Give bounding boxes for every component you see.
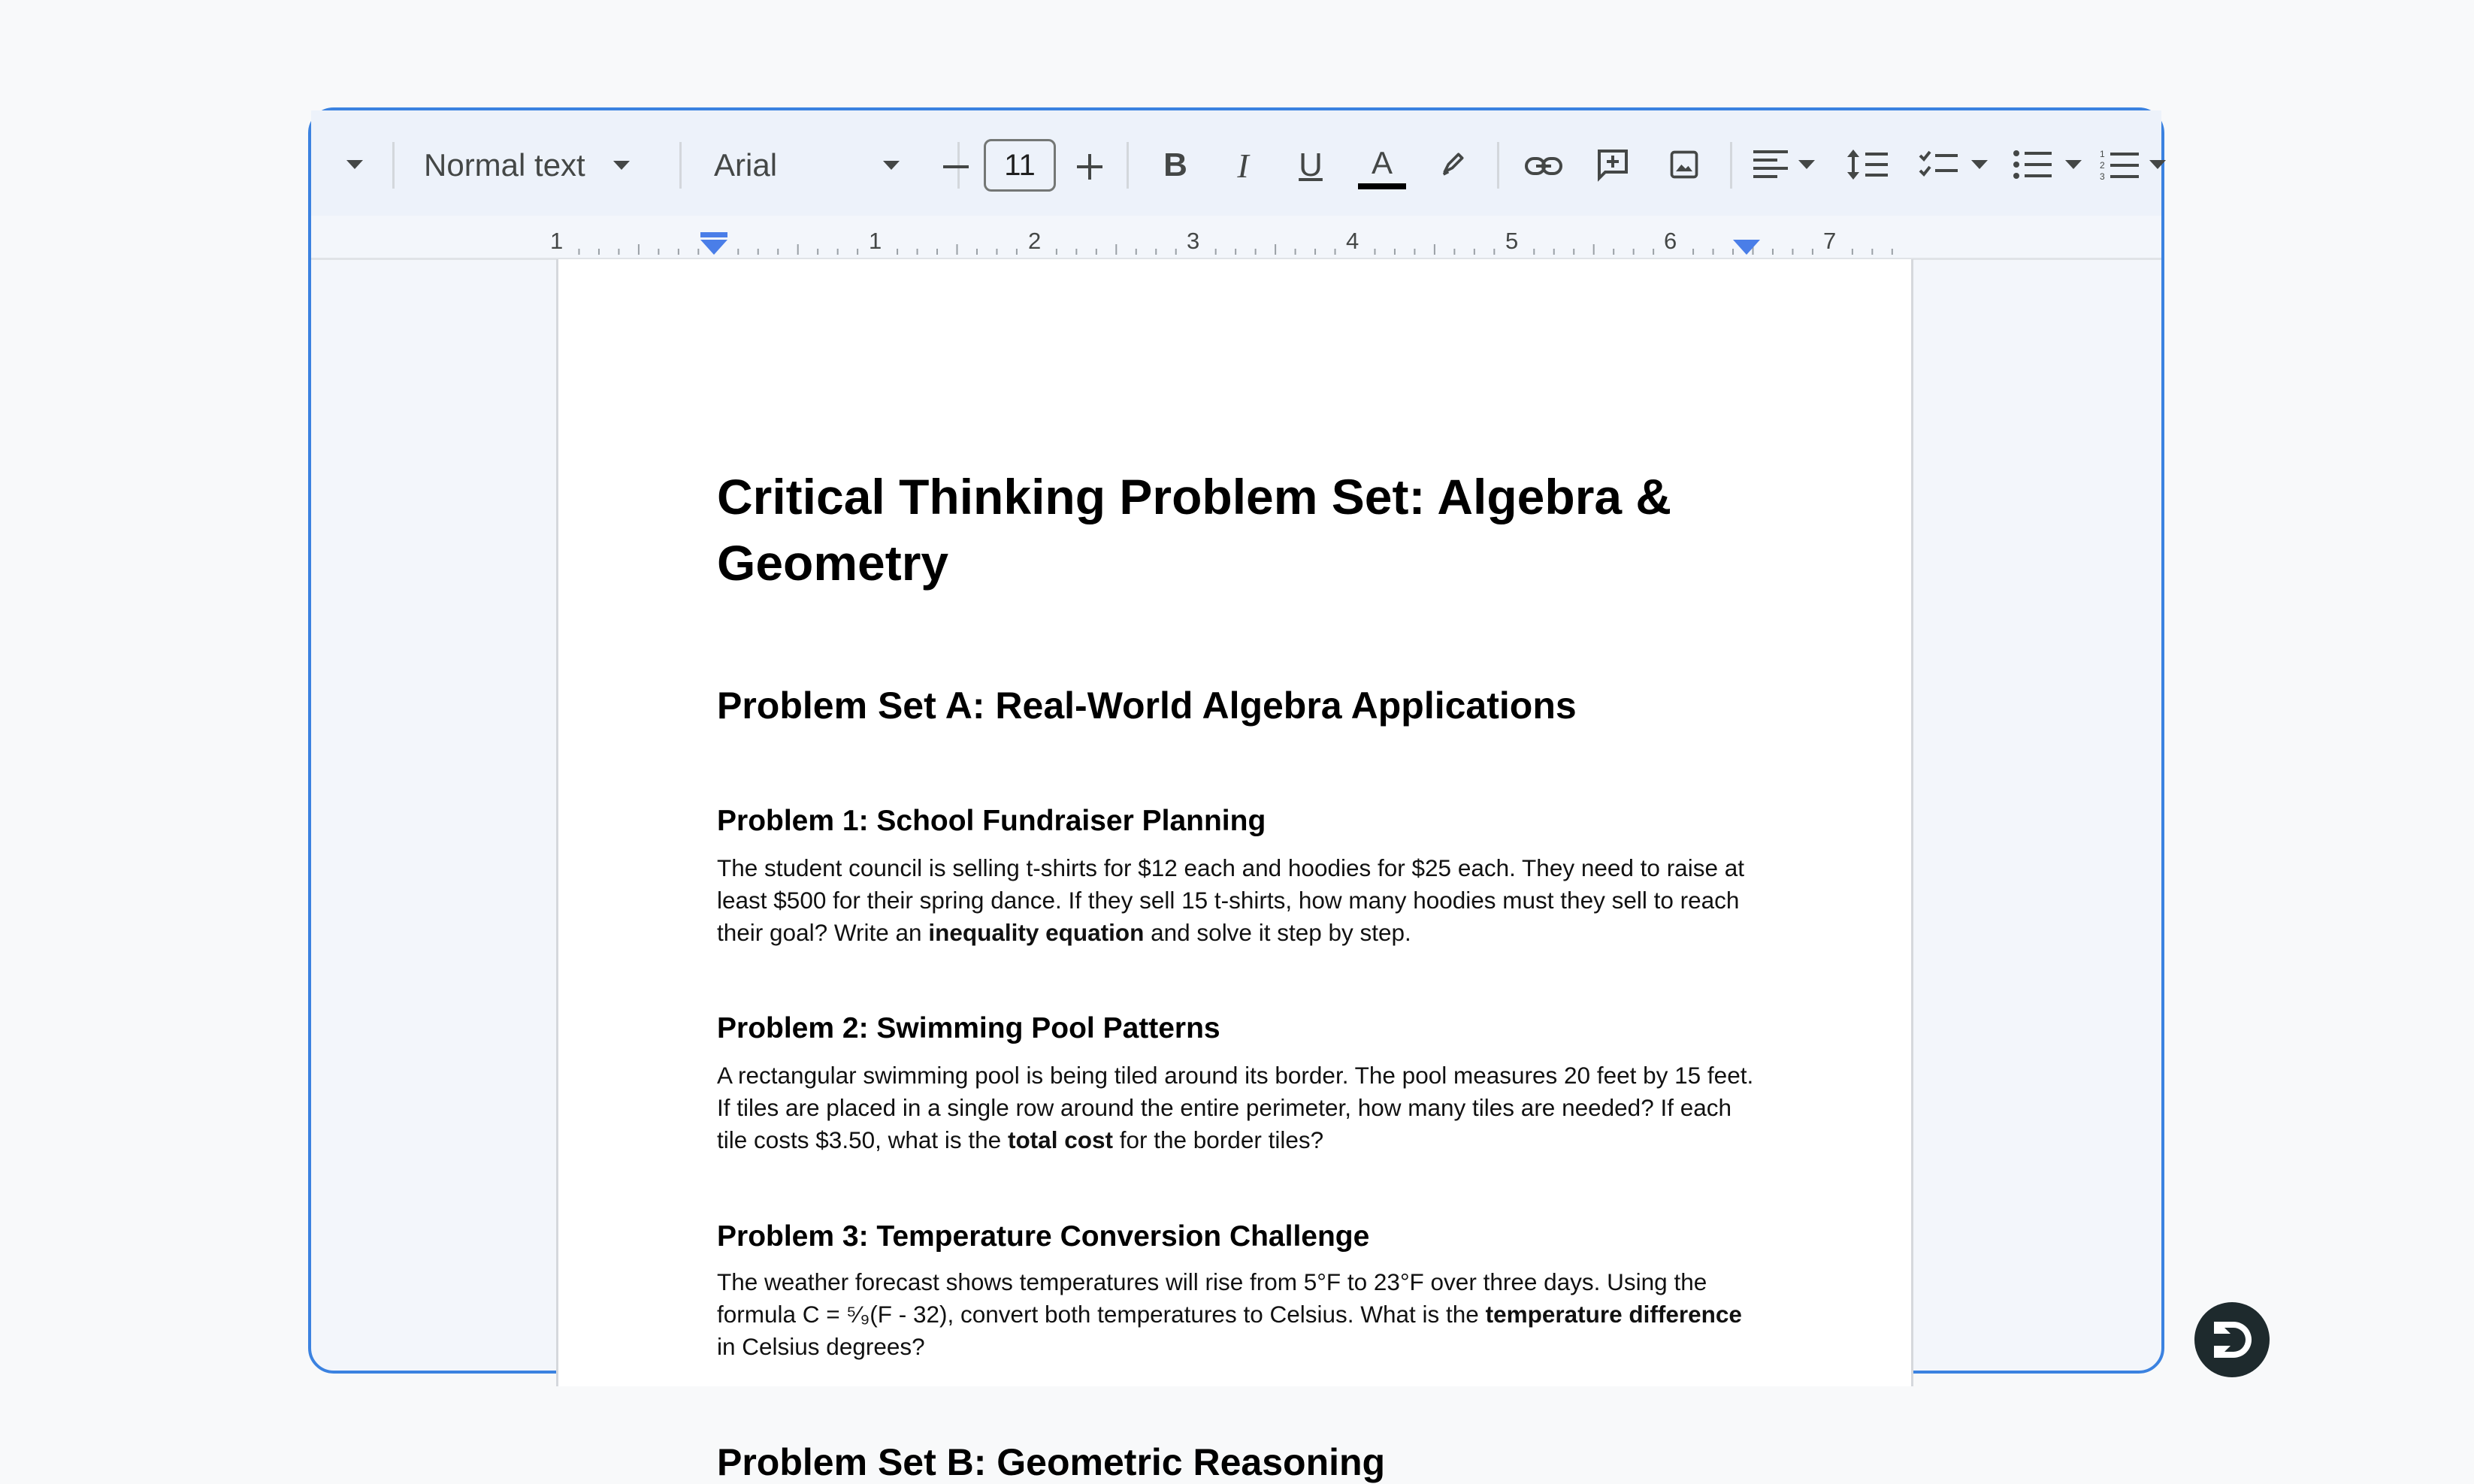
- emphasis-text: temperature difference: [1485, 1301, 1742, 1328]
- ruler-number: 6: [1664, 228, 1677, 254]
- ruler-number: 3: [1187, 228, 1200, 254]
- checklist-icon: [1919, 150, 1958, 180]
- line-spacing-icon: [1846, 148, 1888, 181]
- bulleted-list-dropdown[interactable]: [2002, 141, 2092, 189]
- chevron-down-icon: [1798, 160, 1815, 169]
- left-indent-marker[interactable]: [700, 232, 727, 256]
- font-family-label: Arial: [714, 147, 778, 183]
- section-heading-set-b: Problem Set B: Geometric Reasoning: [717, 1441, 1386, 1483]
- checklist-dropdown[interactable]: [1912, 141, 1995, 189]
- increase-font-size-button[interactable]: [1069, 148, 1111, 186]
- section-heading-set-a: Problem Set A: Real-World Algebra Applications: [717, 685, 1577, 727]
- numbered-list-dropdown[interactable]: [2100, 141, 2167, 189]
- paragraph-style-label: Normal text: [424, 147, 585, 183]
- bold-icon: B: [1163, 147, 1187, 183]
- ruler-ticks: [311, 216, 2161, 258]
- chevron-down-icon: [2065, 160, 2082, 169]
- emphasis-text: inequality equation: [928, 919, 1145, 946]
- problem-1-heading: Problem 1: School Fundraiser Planning: [717, 805, 1266, 837]
- problem-2-text: A rectangular swimming pool is being tiled around its border. The pool measures 20 feet by 15 feet. If tiles are placed in a single row around the entire perimeter, how many tiles are needed? If each tile costs $3.50, what is the total cost for the border tiles?: [717, 1062, 1754, 1153]
- document-title: Critical Thinking Problem Set: Algebra & Geometry: [717, 469, 1672, 591]
- font-family-dropdown[interactable]: [714, 141, 932, 190]
- chevron-down-icon: [346, 160, 363, 169]
- line-spacing-button[interactable]: [1837, 141, 1897, 189]
- chevron-down-icon: [1971, 160, 1988, 169]
- add-comment-button[interactable]: [1589, 141, 1637, 189]
- more-menu-caret[interactable]: [340, 156, 370, 174]
- italic-button[interactable]: [1220, 141, 1266, 190]
- svg-text:2: 2: [2100, 160, 2105, 171]
- problem-1-text: The student council is selling t-shirts for $12 each and hoodies for $25 each. They need to raise at least $500 for their spring dance. If they sell 15 t-shirts, how many hoodies must they sell to reach their goal? Write an inequality equation and solve it step by step.: [717, 854, 1744, 946]
- emphasis-text: total cost: [1007, 1126, 1113, 1153]
- italic-icon: I: [1237, 146, 1249, 185]
- problem-3-text: The weather forecast shows temperatures will rise from 5°F to 23°F over three days. Using the formula C = ⁵⁄₉(F - 32), convert both temperatures to Celsius. What is the temperature difference in Celsius degrees?: [717, 1268, 1742, 1360]
- document-editor-window: [308, 107, 2164, 1483]
- insert-image-button[interactable]: [1660, 141, 1708, 189]
- problem-2-heading: Problem 2: Swimming Pool Patterns: [717, 1012, 1220, 1044]
- chevron-down-icon: [883, 161, 900, 170]
- insert-link-button[interactable]: [1517, 142, 1570, 190]
- formatting-toolbar: [311, 110, 2161, 216]
- bold-button[interactable]: [1153, 141, 1198, 190]
- toolbar-divider: [392, 142, 395, 189]
- add-comment-icon: [1595, 147, 1631, 183]
- bulleted-list-icon: [2013, 150, 2052, 180]
- paragraph-style-dropdown[interactable]: [424, 141, 637, 190]
- toolbar-divider: [1127, 142, 1129, 189]
- link-icon: [1524, 155, 1563, 177]
- underline-button[interactable]: [1288, 141, 1333, 190]
- ruler-number: 1: [550, 228, 564, 254]
- svg-text:3: 3: [2100, 171, 2105, 182]
- font-size-input[interactable]: 11: [984, 139, 1056, 192]
- image-icon: [1668, 148, 1701, 181]
- right-indent-marker[interactable]: [1733, 240, 1760, 256]
- underline-icon: U: [1299, 147, 1323, 183]
- horizontal-ruler[interactable]: [311, 216, 2161, 260]
- plus-icon: [1077, 154, 1102, 180]
- toolbar-divider: [1730, 142, 1732, 189]
- highlight-color-button[interactable]: [1431, 141, 1476, 186]
- text-color-swatch: [1358, 183, 1406, 189]
- chevron-down-icon: [613, 161, 630, 170]
- logo-icon: [2209, 1319, 2255, 1361]
- text-color-button[interactable]: [1356, 138, 1408, 198]
- ruler-number: 1: [869, 228, 882, 254]
- ruler-number: 5: [1505, 228, 1519, 254]
- numbered-list-icon: [2100, 148, 2139, 181]
- chevron-down-icon: [2149, 160, 2166, 169]
- ruler-number: 4: [1346, 228, 1359, 254]
- brand-logo: [2194, 1302, 2270, 1377]
- decrease-font-size-button[interactable]: [935, 148, 977, 186]
- ruler-number: 7: [1823, 228, 1837, 254]
- align-dropdown[interactable]: [1747, 141, 1822, 189]
- problem-3-heading: Problem 3: Temperature Conversion Challenge: [717, 1220, 1370, 1253]
- text-color-icon: A: [1371, 145, 1393, 180]
- highlighter-icon: [1438, 148, 1468, 178]
- toolbar-divider: [679, 142, 682, 189]
- toolbar-divider: [1497, 142, 1499, 189]
- ruler-number: 2: [1028, 228, 1042, 254]
- svg-text:1: 1: [2100, 149, 2105, 159]
- align-left-icon: [1753, 149, 1788, 180]
- minus-icon: [943, 165, 969, 169]
